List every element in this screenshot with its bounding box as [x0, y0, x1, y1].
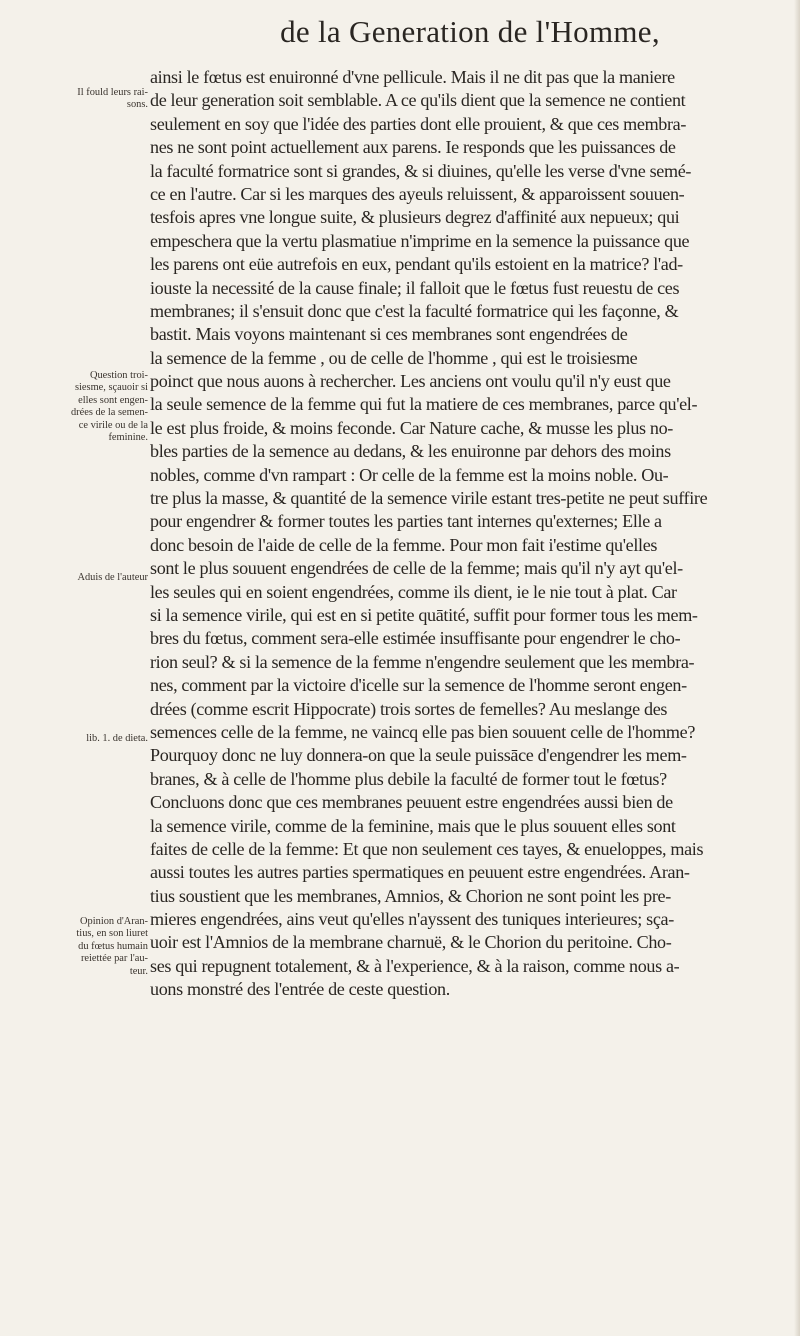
text-line: tre plus la masse, & quantité de la semence virile estant tres-petite ne peut suffire [150, 488, 708, 509]
margin-note-line: Opinion d'Aran- [80, 916, 148, 927]
text-line: le est plus froide, & moins feconde. Car Nature cache, & musse les plus no- [150, 417, 673, 438]
margin-note-line: siesme, sçauoir si [74, 382, 148, 394]
margin-note-refutes-reasons [8, 87, 148, 112]
text-line: aussi toutes les autres parties spermatiques en peuuent estre engendrées. Aran- [150, 862, 690, 883]
text-line: ce en l'autre. Car si les marques des ayeuls reluissent, & apparoissent souuen- [150, 183, 685, 204]
text-line: uons monstré des l'entrée de ceste question. [150, 979, 450, 1000]
margin-note-line: teur. [129, 965, 148, 977]
text-line: tius soustient que les membranes, Amnios, & Chorion ne sont point les pre- [150, 885, 671, 906]
text-line: membranes; il s'ensuit donc que c'est la faculté formatrice qui les façonne, & [150, 300, 679, 321]
margin-note-line: drées de la semen- [70, 407, 148, 419]
margin-note-author-opinion [8, 572, 148, 584]
text-line: seulement en soy que l'idée des parties dont elle prouient, & que ces membra- [150, 113, 687, 134]
text-line: la seule semence de la femme qui fut la matiere de ces membranes, parce qu'el- [150, 394, 698, 415]
text-line: drées (comme escrit Hippocrate) trois sortes de femelles? Au meslange des [150, 698, 668, 719]
text-line: uoir est l'Amnios de la membrane charnuë, & le Chorion du peritoine. Cho- [150, 932, 672, 953]
main-text-block [150, 66, 794, 1002]
text-line: empeschera que la vertu plasmatiue n'imprime en la semence la puissance que [150, 230, 690, 251]
margin-note-line: Il fould leurs rai- [77, 87, 148, 98]
margin-note-line: lib. 1. de dieta. [86, 733, 148, 744]
text-line: ses qui repugnent totalement, & à l'experience, & à la raison, comme nous a- [150, 955, 680, 976]
running-header: de la Generation de l'Homme, [280, 14, 660, 49]
text-line: les seules qui en soient engendrées, comme ils dient, ie le nie tout à plat. Car [150, 581, 677, 602]
text-line: si la semence virile, qui est en si petite quātité, suffit pour former tous les mem- [150, 604, 698, 625]
margin-note-line: du fœtus humain [78, 940, 148, 952]
text-line: la semence de la femme , ou de celle de l'homme , qui est le troisiesme [150, 347, 638, 368]
text-line: branes, & à celle de l'homme plus debile la faculté de former tout le fœtus? [150, 768, 667, 789]
margin-note-line: Question troi- [89, 370, 148, 381]
margin-note-line: feminine. [108, 432, 148, 444]
text-line: bres du fœtus, comment sera-elle estimée insuffisante pour engendrer le cho- [150, 628, 681, 649]
margin-note-line: elles sont engen- [78, 394, 148, 406]
text-line: donc besoin de l'aide de celle de la femme. Pour mon fait i'estime qu'elles [150, 534, 658, 555]
text-line: mieres engendrées, ains veut qu'elles n'ayssent des tuniques interieures; sça- [150, 909, 674, 930]
margin-note-line: reiettée par l'au- [80, 953, 148, 965]
text-line: bastit. Mais voyons maintenant si ces membranes sont engendrées de [150, 324, 628, 345]
margin-note-hippocrates-reference [8, 733, 148, 745]
text-line: nes ne sont point actuellement aux parens. Ie responds que les puissances de [150, 137, 676, 158]
text-line: poinct que nous auons à rechercher. Les anciens ont voulu qu'il n'y eust que [150, 371, 671, 392]
text-line: les parens ont eüe autrefois en eux, pendant qu'ils estoient en la matrice? l'ad- [150, 254, 683, 275]
text-line: sont le plus souuent engendrées de celle de la femme; mais qu'il n'y ayt qu'el- [150, 558, 683, 579]
text-line: ainsi le fœtus est enuironné d'vne pellicule. Mais il ne dit pas que la maniere [150, 67, 675, 87]
margin-note-line: sons. [126, 99, 148, 111]
text-line: la semence virile, comme de la feminine, mais que le plus souuent elles sont [150, 815, 676, 836]
text-line: bles parties de la semence au dedans, & les enuironne par dehors des moins [150, 441, 671, 462]
text-line: de leur generation soit semblable. A ce qu'ils dient que la semence ne contient [150, 90, 686, 111]
margin-note-line: Aduis de l'auteur [77, 572, 148, 583]
margin-note-line: ce virile ou de la [78, 419, 148, 431]
text-line: Concluons donc que ces membranes peuuent estre engendrées aussi bien de [150, 792, 673, 813]
text-line: nes, comment par la victoire d'icelle sur la semence de l'homme seront engen- [150, 675, 687, 696]
text-line: Pourquoy donc ne luy donnera-on que la seule puissāce d'engendrer les mem- [150, 745, 687, 766]
page-edge-shadow [794, 0, 800, 1336]
margin-note-arantius-opinion [8, 916, 148, 978]
text-line: nobles, comme d'vn rampart : Or celle de la femme est la moins noble. Ou- [150, 464, 669, 485]
text-line: tesfois apres vne longue suite, & plusieurs degrez d'affinité aux nepueux; qui [150, 207, 680, 228]
text-line: la faculté formatrice sont si grandes, & si diuines, qu'elle les verse d'vne semé- [150, 160, 692, 181]
margin-note-third-question [8, 370, 148, 444]
text-line: faites de celle de la femme: Et que non seulement ces tayes, & enueloppes, mais [150, 838, 704, 859]
text-line: semences celle de la femme, ne vaincq elle pas bien souuent celle de l'homme? [150, 721, 696, 742]
text-line: rion seul? & si la semence de la femme n'engendre seulement que les membra- [150, 651, 695, 672]
margin-note-line: tius, en son liuret [76, 928, 148, 940]
text-line: iouste la necessité de la cause finale; il falloit que le fœtus fust reuestu de ces [150, 277, 680, 298]
text-line: pour engendrer & former toutes les parties tant internes qu'externes; Elle a [150, 511, 662, 532]
